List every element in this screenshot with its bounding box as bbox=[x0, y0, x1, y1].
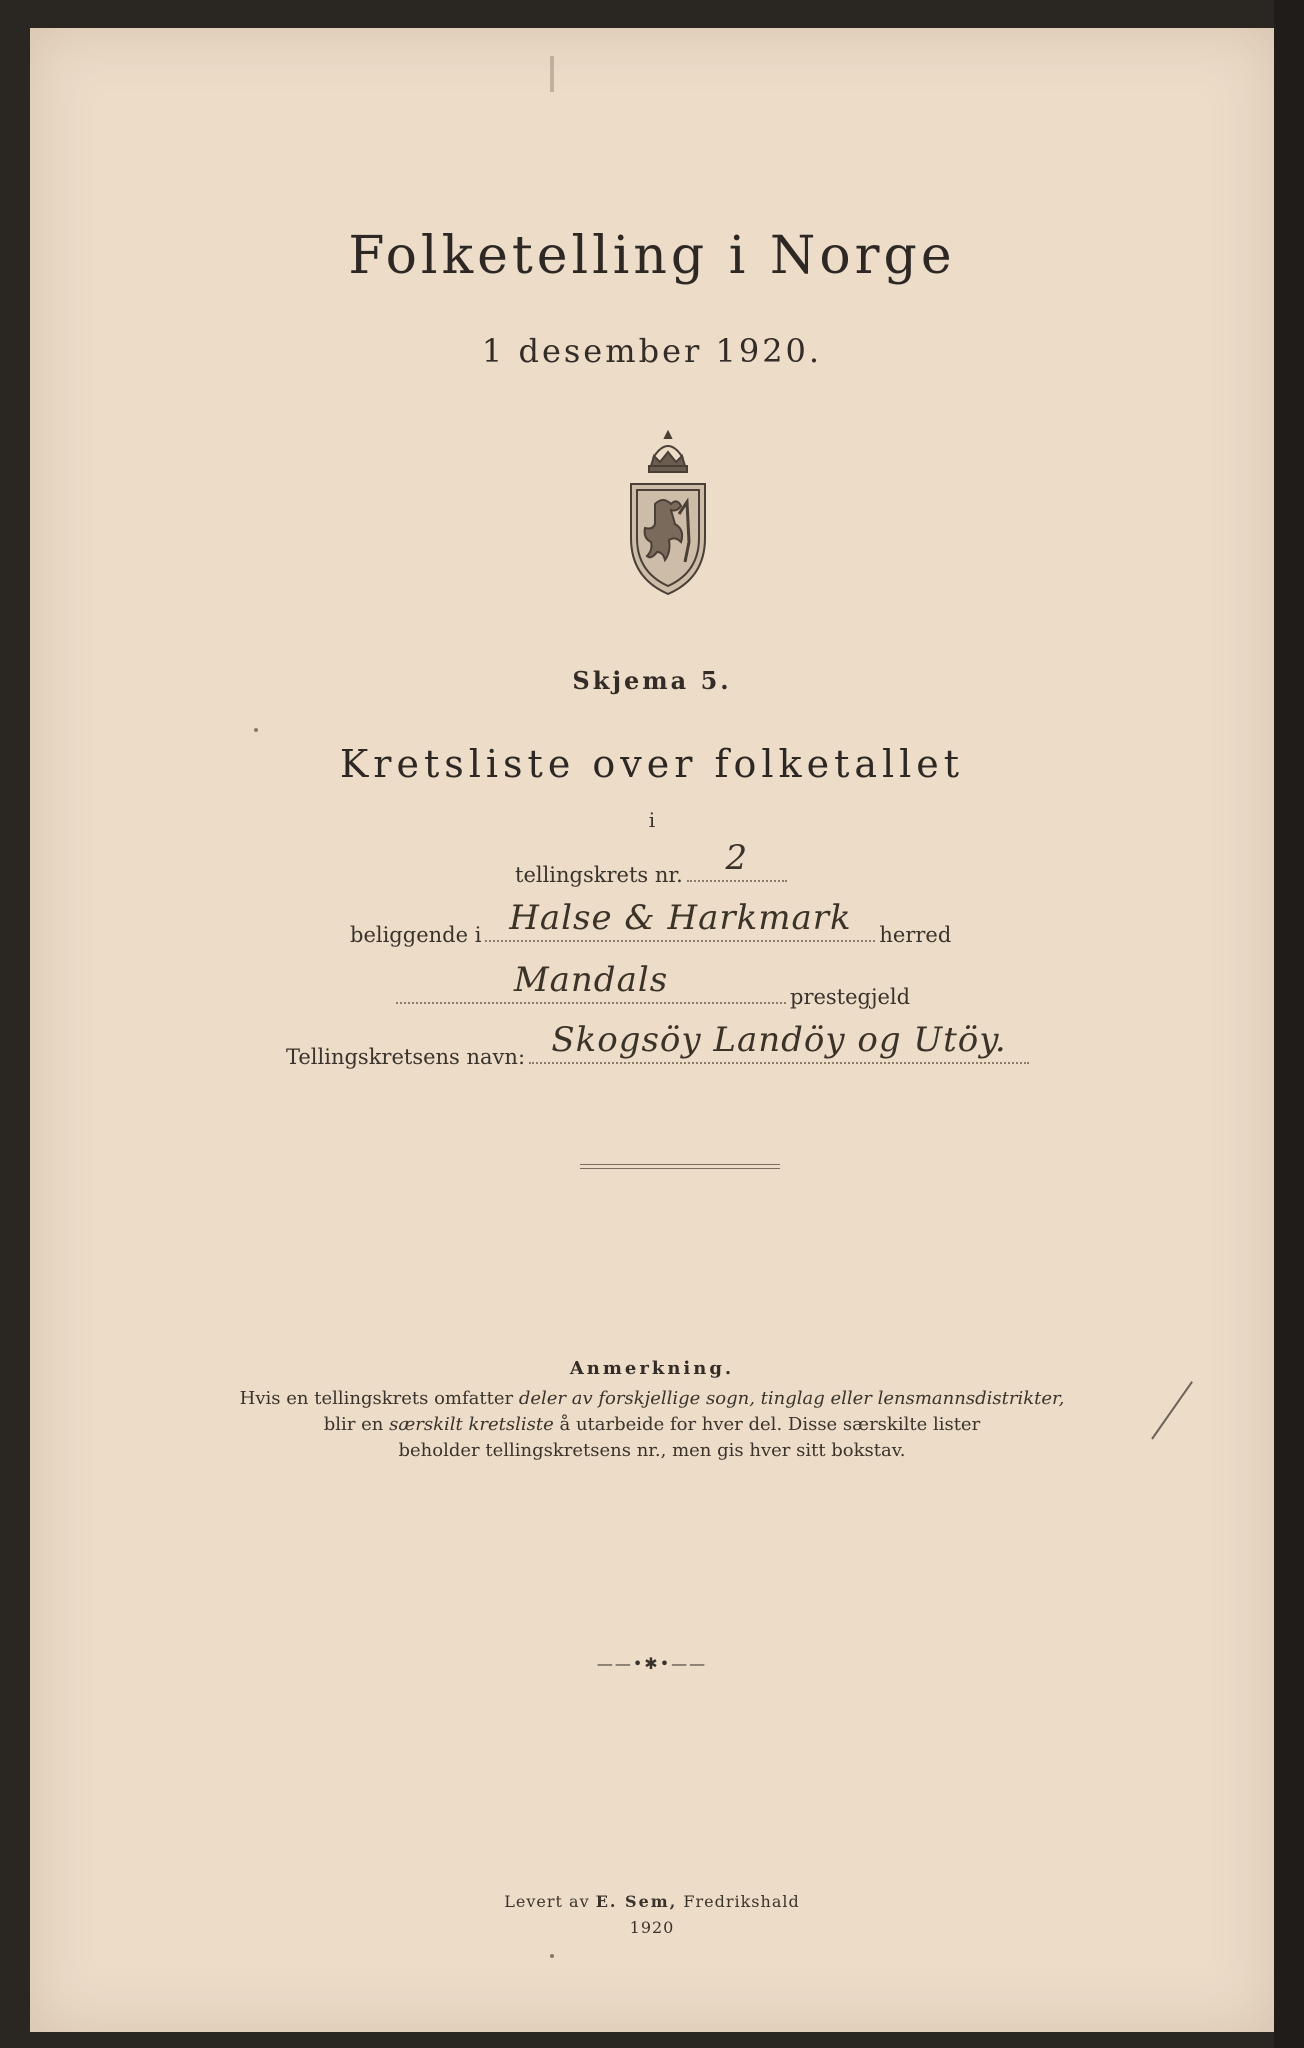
scan-edge bbox=[1274, 0, 1304, 2048]
tellingskrets-row bbox=[515, 838, 791, 887]
note-line-3: beholder tellingskretsens nr., men gis hver sitt bokstav. bbox=[398, 1440, 906, 1461]
census-date: 1 desember 1920. bbox=[481, 332, 823, 370]
printer-credit bbox=[30, 1892, 1274, 1911]
coat-of-arms-icon bbox=[625, 428, 711, 600]
printer-prefix: Levert av bbox=[504, 1892, 596, 1911]
note-line-1 bbox=[30, 1388, 1274, 1409]
beliggende-field bbox=[485, 898, 875, 942]
paper-speck bbox=[254, 728, 258, 732]
census-form-page bbox=[30, 28, 1274, 2032]
note-title: Anmerkning. bbox=[569, 1358, 735, 1379]
navn-label: Tellingskretsens navn: bbox=[286, 1045, 526, 1069]
prestegjeld-field bbox=[396, 960, 786, 1004]
ornament-divider: ——•✱•—— bbox=[596, 1654, 708, 1673]
preposition-i: i bbox=[648, 808, 656, 832]
note-line-1-emphasis: deler av forskjellige sogn, tinglag eller lensmannsdistrikter, bbox=[518, 1388, 1065, 1409]
note-line-2-text-c: å utarbeide for hver del. Disse særskilte lister bbox=[553, 1414, 981, 1435]
paper-fold-mark bbox=[550, 56, 554, 92]
schema-number: Skjema 5. bbox=[572, 666, 732, 695]
navn-row bbox=[286, 1020, 1033, 1069]
beliggende-label: beliggende i bbox=[350, 923, 482, 947]
printer-name: E. Sem, bbox=[595, 1892, 678, 1911]
navn-value: Skogsöy Landöy og Utöy. bbox=[551, 1020, 1007, 1060]
note-line-2-emphasis: særskilt kretsliste bbox=[389, 1414, 554, 1435]
beliggende-value: Halse & Harkmark bbox=[509, 898, 852, 938]
tellingskrets-field bbox=[687, 838, 787, 882]
herred-label: herred bbox=[879, 923, 952, 947]
prestegjeld-label: prestegjeld bbox=[790, 985, 911, 1009]
navn-field bbox=[529, 1020, 1029, 1064]
printer-year: 1920 bbox=[629, 1918, 675, 1937]
note-line-2 bbox=[30, 1414, 1274, 1435]
note-line-2-text-a: blir en bbox=[323, 1414, 390, 1435]
beliggende-row bbox=[350, 898, 952, 947]
divider-rule bbox=[580, 1164, 780, 1169]
prestegjeld-value: Mandals bbox=[513, 960, 669, 1000]
prestegjeld-row bbox=[392, 960, 911, 1009]
form-heading: Kretsliste over folketallet bbox=[339, 742, 965, 786]
tellingskrets-value: 2 bbox=[725, 838, 749, 878]
page-title: Folketelling i Norge bbox=[348, 226, 956, 286]
printer-place: Fredrikshald bbox=[677, 1892, 800, 1911]
note-line-1-text: Hvis en tellingskrets omfatter bbox=[239, 1388, 519, 1409]
paper-speck bbox=[550, 1954, 554, 1958]
tellingskrets-label: tellingskrets nr. bbox=[515, 863, 683, 887]
